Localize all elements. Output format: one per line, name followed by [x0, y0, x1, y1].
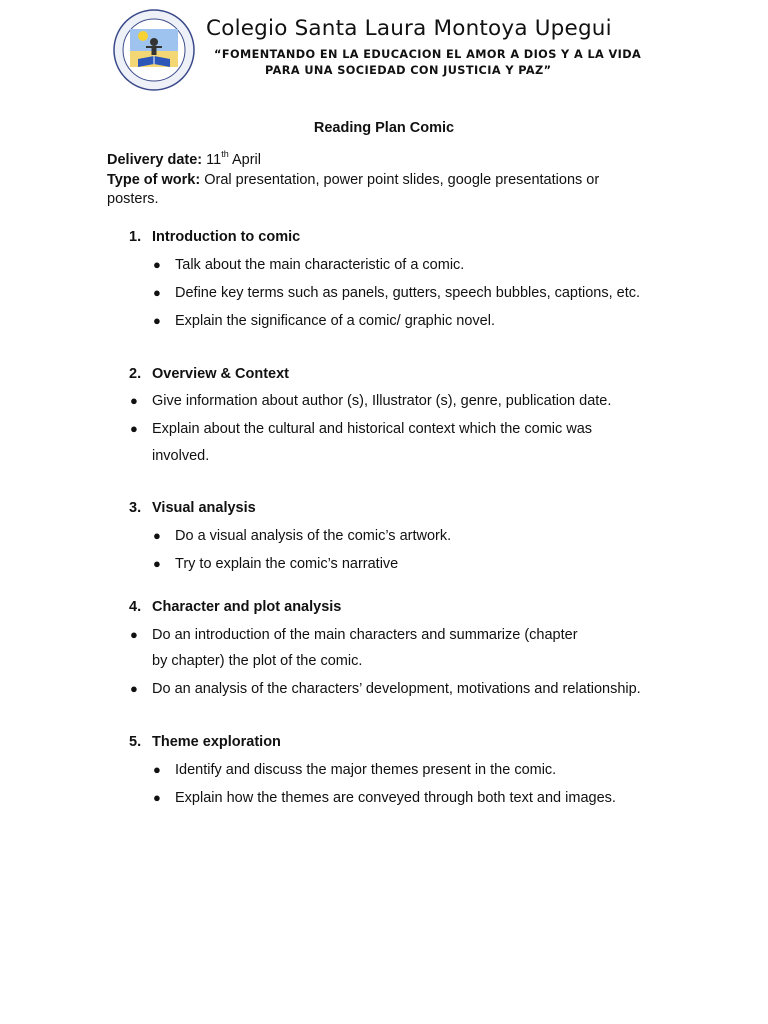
assignment-meta: [107, 151, 667, 210]
page-title: Reading Plan Comic: [313, 120, 455, 136]
section-heading: [129, 229, 300, 245]
school-logo-icon: [113, 9, 195, 91]
section-heading: [129, 366, 289, 382]
section-title: Theme exploration: [152, 734, 281, 750]
list-item-continued: involved.: [152, 448, 210, 464]
list-item: ● Do an analysis of the characters’ development, motivations and relationship.: [130, 681, 641, 697]
section-number: 4.: [129, 599, 142, 615]
bullet-icon: ●: [130, 393, 138, 408]
section-heading: [129, 734, 281, 750]
section-title: Character and plot analysis: [152, 599, 342, 615]
bullet-icon: ●: [153, 790, 161, 805]
section-number: 1.: [129, 229, 142, 245]
bullet-icon: ●: [153, 285, 161, 300]
delivery-date-label: Delivery date:: [107, 152, 203, 168]
motto-line-2: PARA UNA SOCIEDAD CON JUSTICIA Y PAZ”: [265, 64, 552, 77]
bullet-icon: ●: [153, 257, 161, 272]
section-heading: [129, 500, 256, 516]
section-title: Introduction to comic: [152, 229, 301, 245]
school-name: Colegio Santa Laura Montoya Upegui: [206, 16, 612, 41]
delivery-day-suffix: th: [221, 149, 229, 160]
list-item: ● Try to explain the comic’s narrative: [153, 556, 399, 572]
delivery-date-line: [107, 151, 667, 171]
bullet-icon: ●: [153, 556, 161, 571]
work-type-label: Type of work:: [107, 171, 201, 188]
bullet-icon: ●: [130, 421, 138, 436]
work-type-line: [107, 171, 667, 191]
bullet-icon: ●: [153, 528, 161, 543]
list-item: ● Explain about the cultural and historical context which the comic was: [130, 421, 593, 437]
list-item: ● Give information about author (s), Illustrator (s), genre, publication date.: [130, 393, 612, 409]
section-number: 2.: [129, 366, 142, 382]
delivery-day: 11: [206, 152, 222, 168]
section-number: 5.: [129, 734, 142, 750]
bullet-icon: ●: [153, 313, 161, 328]
list-item: ● Explain the significance of a comic/ graphic novel.: [153, 313, 495, 329]
list-item: ● Define key terms such as panels, gutters, speech bubbles, captions, etc.: [153, 285, 641, 301]
work-type-text: Oral presentation, power point slides, google presentations or: [204, 171, 600, 188]
bullet-icon: ●: [130, 627, 138, 642]
list-item: ● Identify and discuss the major themes present in the comic.: [153, 762, 557, 778]
work-type-continued: posters.: [107, 191, 159, 207]
bullet-icon: ●: [153, 762, 161, 777]
list-item-continued: by chapter) the plot of the comic.: [152, 653, 363, 669]
section-number: 3.: [129, 500, 142, 516]
section-title: Visual analysis: [152, 500, 256, 516]
section-heading: [129, 599, 341, 615]
list-item: ● Talk about the main characteristic of a comic.: [153, 257, 465, 273]
list-item: ● Do an introduction of the main characters and summarize (chapter: [130, 627, 578, 643]
bullet-icon: ●: [130, 681, 138, 696]
list-item: ● Explain how the themes are conveyed through both text and images.: [153, 790, 616, 806]
delivery-month: April: [231, 152, 261, 168]
list-item: ● Do a visual analysis of the comic’s artwork.: [153, 528, 452, 544]
motto-line-1: “FOMENTANDO EN LA EDUCACION EL AMOR A DIOS Y A LA VIDA: [214, 48, 642, 61]
section-title: Overview & Context: [152, 366, 289, 382]
